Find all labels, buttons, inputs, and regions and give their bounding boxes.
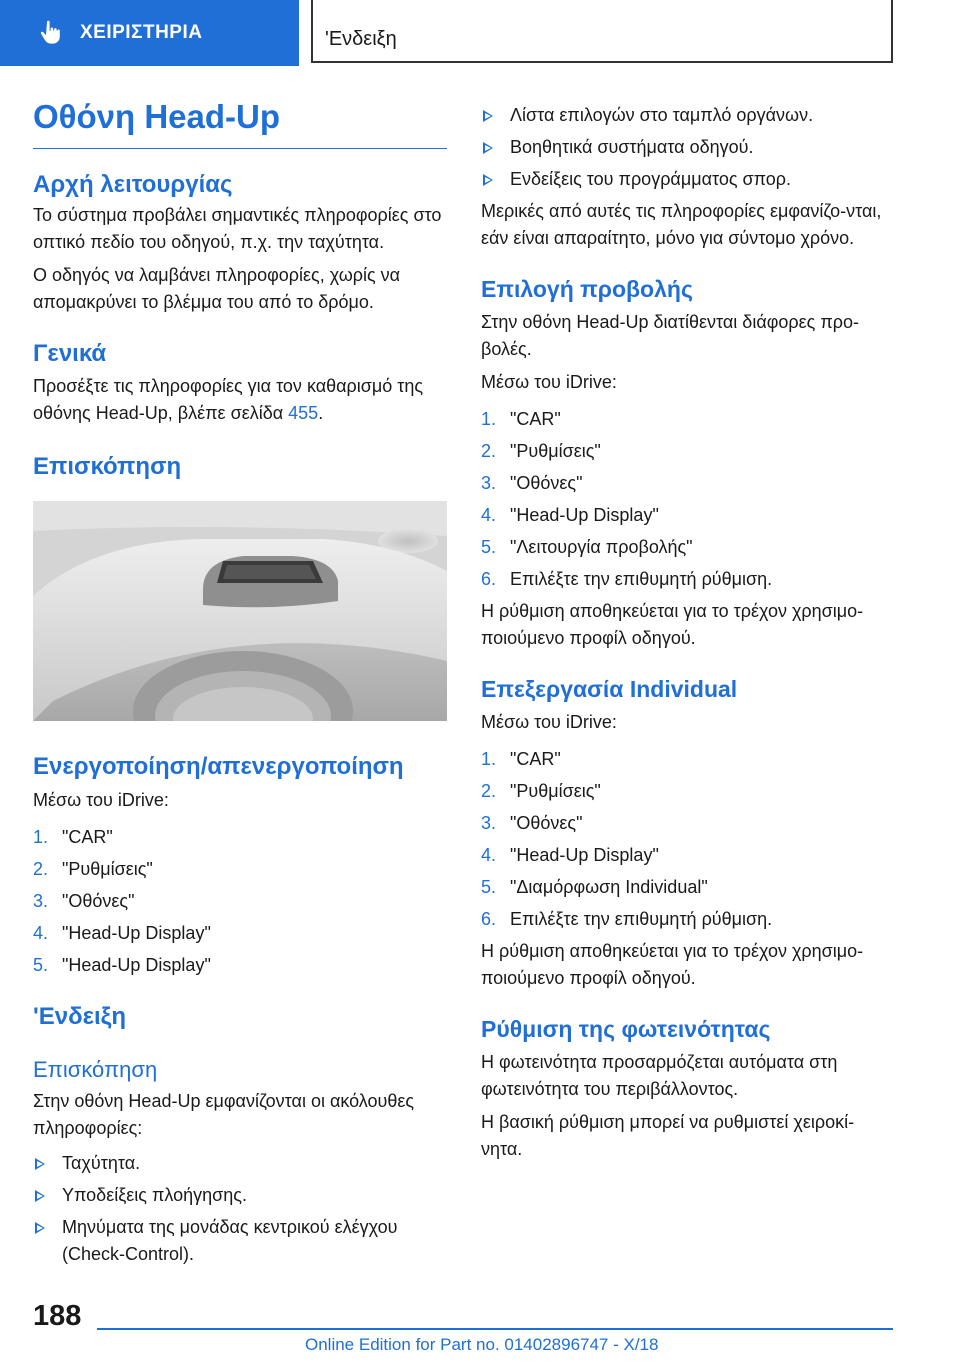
heading-individual: Επεξεργασία Individual bbox=[481, 676, 738, 702]
list-item: 5. "Λειτουργία προβολής" bbox=[481, 537, 693, 557]
heading-view-selection: Επιλογή προβολής bbox=[481, 276, 693, 302]
triangle-bullet-icon bbox=[35, 1158, 45, 1170]
triangle-bullet-icon bbox=[483, 174, 493, 186]
list-item: 3. "Οθόνες" bbox=[481, 473, 583, 493]
page-title: Οθόνη Head-Up bbox=[33, 98, 447, 149]
head-up-display-photo bbox=[33, 501, 447, 721]
subheading-overview: Επισκόπηση bbox=[33, 1057, 158, 1082]
heading-display: 'Ενδειξη bbox=[33, 1003, 127, 1030]
page-reference-link[interactable]: 455 bbox=[288, 403, 319, 423]
list-item: 2. "Ρυθμίσεις" bbox=[481, 441, 601, 461]
page-number: 188 bbox=[33, 1300, 82, 1332]
list-item: Λίστα επιλογών στο ταμπλό οργάνων. bbox=[481, 102, 895, 129]
triangle-bullet-icon bbox=[35, 1190, 45, 1202]
list-item: 2. "Ρυθμίσεις" bbox=[33, 859, 153, 879]
activation-intro: Μέσω του iDrive: bbox=[33, 790, 169, 810]
chapter-title: ΧΕΙΡΙΣΤΗΡΙΑ bbox=[80, 22, 203, 43]
list-item: Βοηθητικά συστήματα οδηγού. bbox=[481, 134, 895, 161]
list-item: 1. "CAR" bbox=[481, 749, 561, 769]
hand-pointer-icon bbox=[36, 18, 66, 48]
right-column bbox=[481, 98, 895, 1163]
list-item: 4. "Head-Up Display" bbox=[481, 505, 659, 525]
display-intro: Στην οθόνη Head-Up εμφανίζονται οι ακόλουθες πληροφορίες: bbox=[33, 1091, 415, 1138]
general-text-end: . bbox=[318, 403, 324, 423]
heading-general: Γενικά bbox=[33, 340, 107, 367]
heading-overview: Επισκόπηση bbox=[33, 453, 182, 480]
list-item: 3. "Οθόνες" bbox=[481, 813, 583, 833]
principle-paragraph-2: Ο οδηγός να λαμβάνει πληροφορίες, χωρίς να απομακρύνει το βλέμμα του από το δρόμο. bbox=[33, 265, 401, 312]
individual-saved: Η ρύθμιση αποθηκεύεται για το τρέχον χρησιμο-ποιούμενο προφίλ οδηγού. bbox=[481, 941, 864, 988]
triangle-bullet-icon bbox=[483, 142, 493, 154]
view-saved: Η ρύθμιση αποθηκεύεται για το τρέχον χρησιμο-ποιούμενο προφίλ οδηγού. bbox=[481, 601, 864, 648]
section-tab bbox=[311, 0, 893, 63]
footer-divider bbox=[97, 1328, 893, 1330]
list-item: Υποδείξεις πλοήγησης. bbox=[33, 1182, 447, 1209]
list-item: Μηνύματα της μονάδας κεντρικού ελέγχου (Check-Control). bbox=[33, 1214, 447, 1268]
list-item: 3. "Οθόνες" bbox=[33, 891, 135, 911]
triangle-bullet-icon bbox=[35, 1222, 45, 1234]
list-item: 1. "CAR" bbox=[481, 409, 561, 429]
list-item: 4. "Head-Up Display" bbox=[33, 923, 211, 943]
triangle-bullet-icon bbox=[483, 110, 493, 122]
activation-steps bbox=[33, 824, 447, 979]
dashboard-illustration bbox=[33, 501, 447, 721]
display-bullets-continued bbox=[481, 102, 895, 193]
list-item: 6. Επιλέξτε την επιθυμητή ρύθμιση. bbox=[481, 569, 773, 589]
heading-brightness: Ρύθμιση της φωτεινότητας bbox=[481, 1016, 771, 1042]
list-item: 4. "Head-Up Display" bbox=[481, 845, 659, 865]
view-intro: Στην οθόνη Head-Up διατίθενται διάφορες προ-βολές. bbox=[481, 312, 860, 359]
display-bullets bbox=[33, 1150, 447, 1268]
view-steps bbox=[481, 406, 895, 593]
section-title: 'Ενδειξη bbox=[325, 28, 397, 50]
general-text: Προσέξτε τις πληροφορίες για τον καθαρισμό της οθόνης Head-Up, βλέπε σελίδα bbox=[33, 376, 424, 423]
individual-via: Μέσω του iDrive: bbox=[481, 712, 617, 732]
list-item: 1. "CAR" bbox=[33, 827, 113, 847]
chapter-tab[interactable] bbox=[0, 0, 299, 66]
list-item: Ταχύτητα. bbox=[33, 1150, 447, 1177]
list-item: 2. "Ρυθμίσεις" bbox=[481, 781, 601, 801]
page-header bbox=[0, 0, 960, 66]
edition-note: Online Edition for Part no. 01402896747 - X/18 bbox=[305, 1335, 659, 1354]
note-paragraph: Μερικές από αυτές τις πληροφορίες εμφανίζο-νται, εάν είναι απαραίτητο, μόνο για σύντομο χρόνο. bbox=[481, 201, 882, 248]
principle-paragraph-1: Το σύστημα προβάλει σημαντικές πληροφορίες στο οπτικό πεδίο του οδηγού, π.χ. την ταχύτητα. bbox=[33, 205, 442, 252]
heading-activation: Ενεργοποίηση/απενεργοποίηση bbox=[33, 753, 404, 780]
brightness-paragraph-1: Η φωτεινότητα προσαρμόζεται αυτόματα στη φωτεινότητα του περιβάλλοντος. bbox=[481, 1052, 838, 1099]
list-item: 5. "Head-Up Display" bbox=[33, 955, 211, 975]
list-item: 5. "Διαμόρφωση Individual" bbox=[481, 877, 708, 897]
view-via: Μέσω του iDrive: bbox=[481, 372, 617, 392]
list-item: 6. Επιλέξτε την επιθυμητή ρύθμιση. bbox=[481, 909, 773, 929]
list-item: Ενδείξεις του προγράμματος σπορ. bbox=[481, 166, 895, 193]
heading-principle: Αρχή λειτουργίας bbox=[33, 171, 233, 198]
general-paragraph bbox=[33, 373, 447, 427]
brightness-paragraph-2: Η βασική ρύθμιση μπορεί να ρυθμιστεί χειροκί-νητα. bbox=[481, 1112, 855, 1159]
left-column bbox=[33, 98, 447, 1273]
individual-steps bbox=[481, 746, 895, 933]
